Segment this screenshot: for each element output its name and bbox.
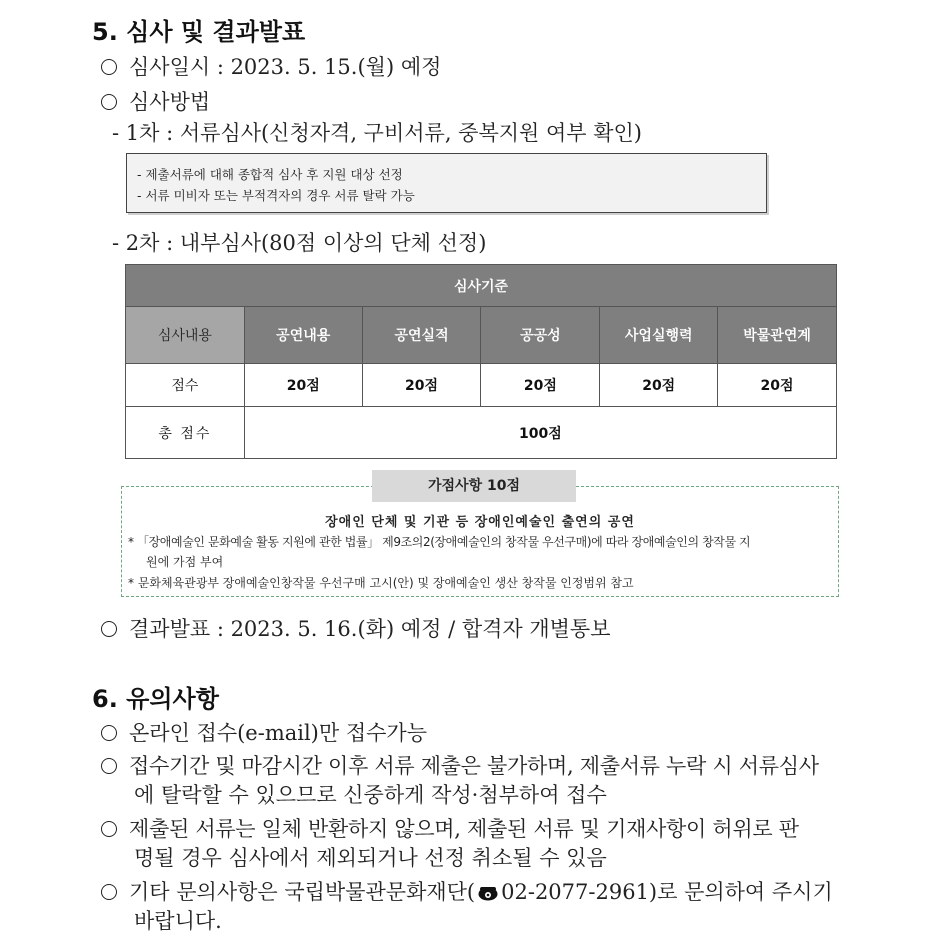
review-method-item	[101, 86, 210, 116]
circle-bullet-icon	[101, 59, 117, 75]
criteria-title-row	[126, 265, 837, 307]
total-label: 총 점수	[126, 407, 245, 459]
score-label: 점수	[126, 364, 245, 407]
criteria-column: 사업실행력	[600, 307, 718, 364]
notice-item-3	[101, 813, 799, 843]
criteria-row-header: 심사내용	[126, 307, 245, 364]
notice-text: 기타 문의사항은 국립박물관문화재단(	[129, 880, 476, 904]
criteria-title: 심사기준	[126, 265, 837, 307]
notice-text-continued: 명될 경우 심사에서 제외되거나 선정 취소될 수 있음	[134, 846, 607, 870]
first-round-note-box	[126, 153, 767, 213]
circle-bullet-icon	[101, 821, 117, 837]
criteria-header-row	[126, 307, 837, 364]
criteria-column: 공연실적	[362, 307, 481, 364]
score-cell: 20점	[481, 364, 600, 407]
bonus-note-1-line-2: 원에 가점 부여	[146, 555, 224, 569]
total-score: 100점	[244, 407, 836, 459]
notice-text-continued: 바랍니다.	[134, 909, 222, 933]
phone-number: 02-2077-2961)로 문의하여 주시기	[501, 880, 833, 904]
notice-text: 온라인 접수(e-mail)만 접수가능	[129, 721, 427, 745]
review-method-text: 심사방법	[129, 90, 211, 114]
first-round-note-2: - 서류 미비자 또는 부적격자의 경우 서류 탈락 가능	[137, 188, 415, 203]
score-cell: 20점	[362, 364, 481, 407]
bonus-note-2: * 문화체육관광부 장애예술인창작물 우선구매 고시(안) 및 장애예술인 생산 창작물 인정범위 참고	[128, 576, 634, 590]
first-round-text: - 1차 : 서류심사(신청자격, 구비서류, 중복지원 여부 확인)	[112, 121, 642, 145]
circle-bullet-icon	[101, 758, 117, 774]
criteria-total-row	[126, 407, 837, 459]
notice-item-4	[101, 876, 833, 906]
review-date-item	[101, 51, 441, 81]
bonus-tab: 가점사항 10점	[372, 470, 576, 502]
notice-text-continued: 에 탈락할 수 있으므로 신중하게 작성·첨부하여 접수	[134, 783, 607, 807]
score-cell: 20점	[244, 364, 362, 407]
score-cell: 20점	[718, 364, 837, 407]
circle-bullet-icon	[101, 621, 117, 637]
bonus-note-1-line-1: * 「장애예술인 문화예술 활동 지원에 관한 법률」 제9조의2(장애예술인의 창작물 우선구매)에 따라 장애예술인의 창작물 지	[128, 535, 751, 549]
criteria-column: 공연내용	[244, 307, 362, 364]
criteria-column: 박물관연계	[718, 307, 837, 364]
circle-bullet-icon	[101, 884, 117, 900]
result-text: 결과발표 : 2023. 5. 16.(화) 예정 / 합격자 개별통보	[129, 617, 611, 641]
criteria-score-row	[126, 364, 837, 407]
criteria-column: 공공성	[481, 307, 600, 364]
notice-text: 제출된 서류는 일체 반환하지 않으며, 제출된 서류 및 기재사항이 허위로 판	[129, 817, 799, 841]
circle-bullet-icon	[101, 725, 117, 741]
notice-item-1	[101, 717, 427, 747]
review-date-text: 심사일시 : 2023. 5. 15.(월) 예정	[129, 55, 442, 79]
second-round-text: - 2차 : 내부심사(80점 이상의 단체 선정)	[112, 231, 487, 255]
section6-title: 6. 유의사항	[92, 685, 219, 713]
phone-icon	[478, 882, 498, 906]
notice-text: 접수기간 및 마감시간 이후 서류 제출은 불가하며, 제출서류 누락 시 서류심사	[129, 754, 819, 778]
score-cell: 20점	[600, 364, 718, 407]
notice-item-2	[101, 750, 819, 780]
result-item	[101, 613, 611, 643]
circle-bullet-icon	[101, 94, 117, 110]
first-round-note-1: - 제출서류에 대해 종합적 심사 후 지원 대상 선정	[137, 167, 403, 182]
criteria-table	[125, 264, 837, 459]
section5-title: 5. 심사 및 결과발표	[92, 18, 306, 46]
bonus-heading: 장애인 단체 및 기관 등 장애인예술인 출연의 공연	[325, 515, 635, 530]
